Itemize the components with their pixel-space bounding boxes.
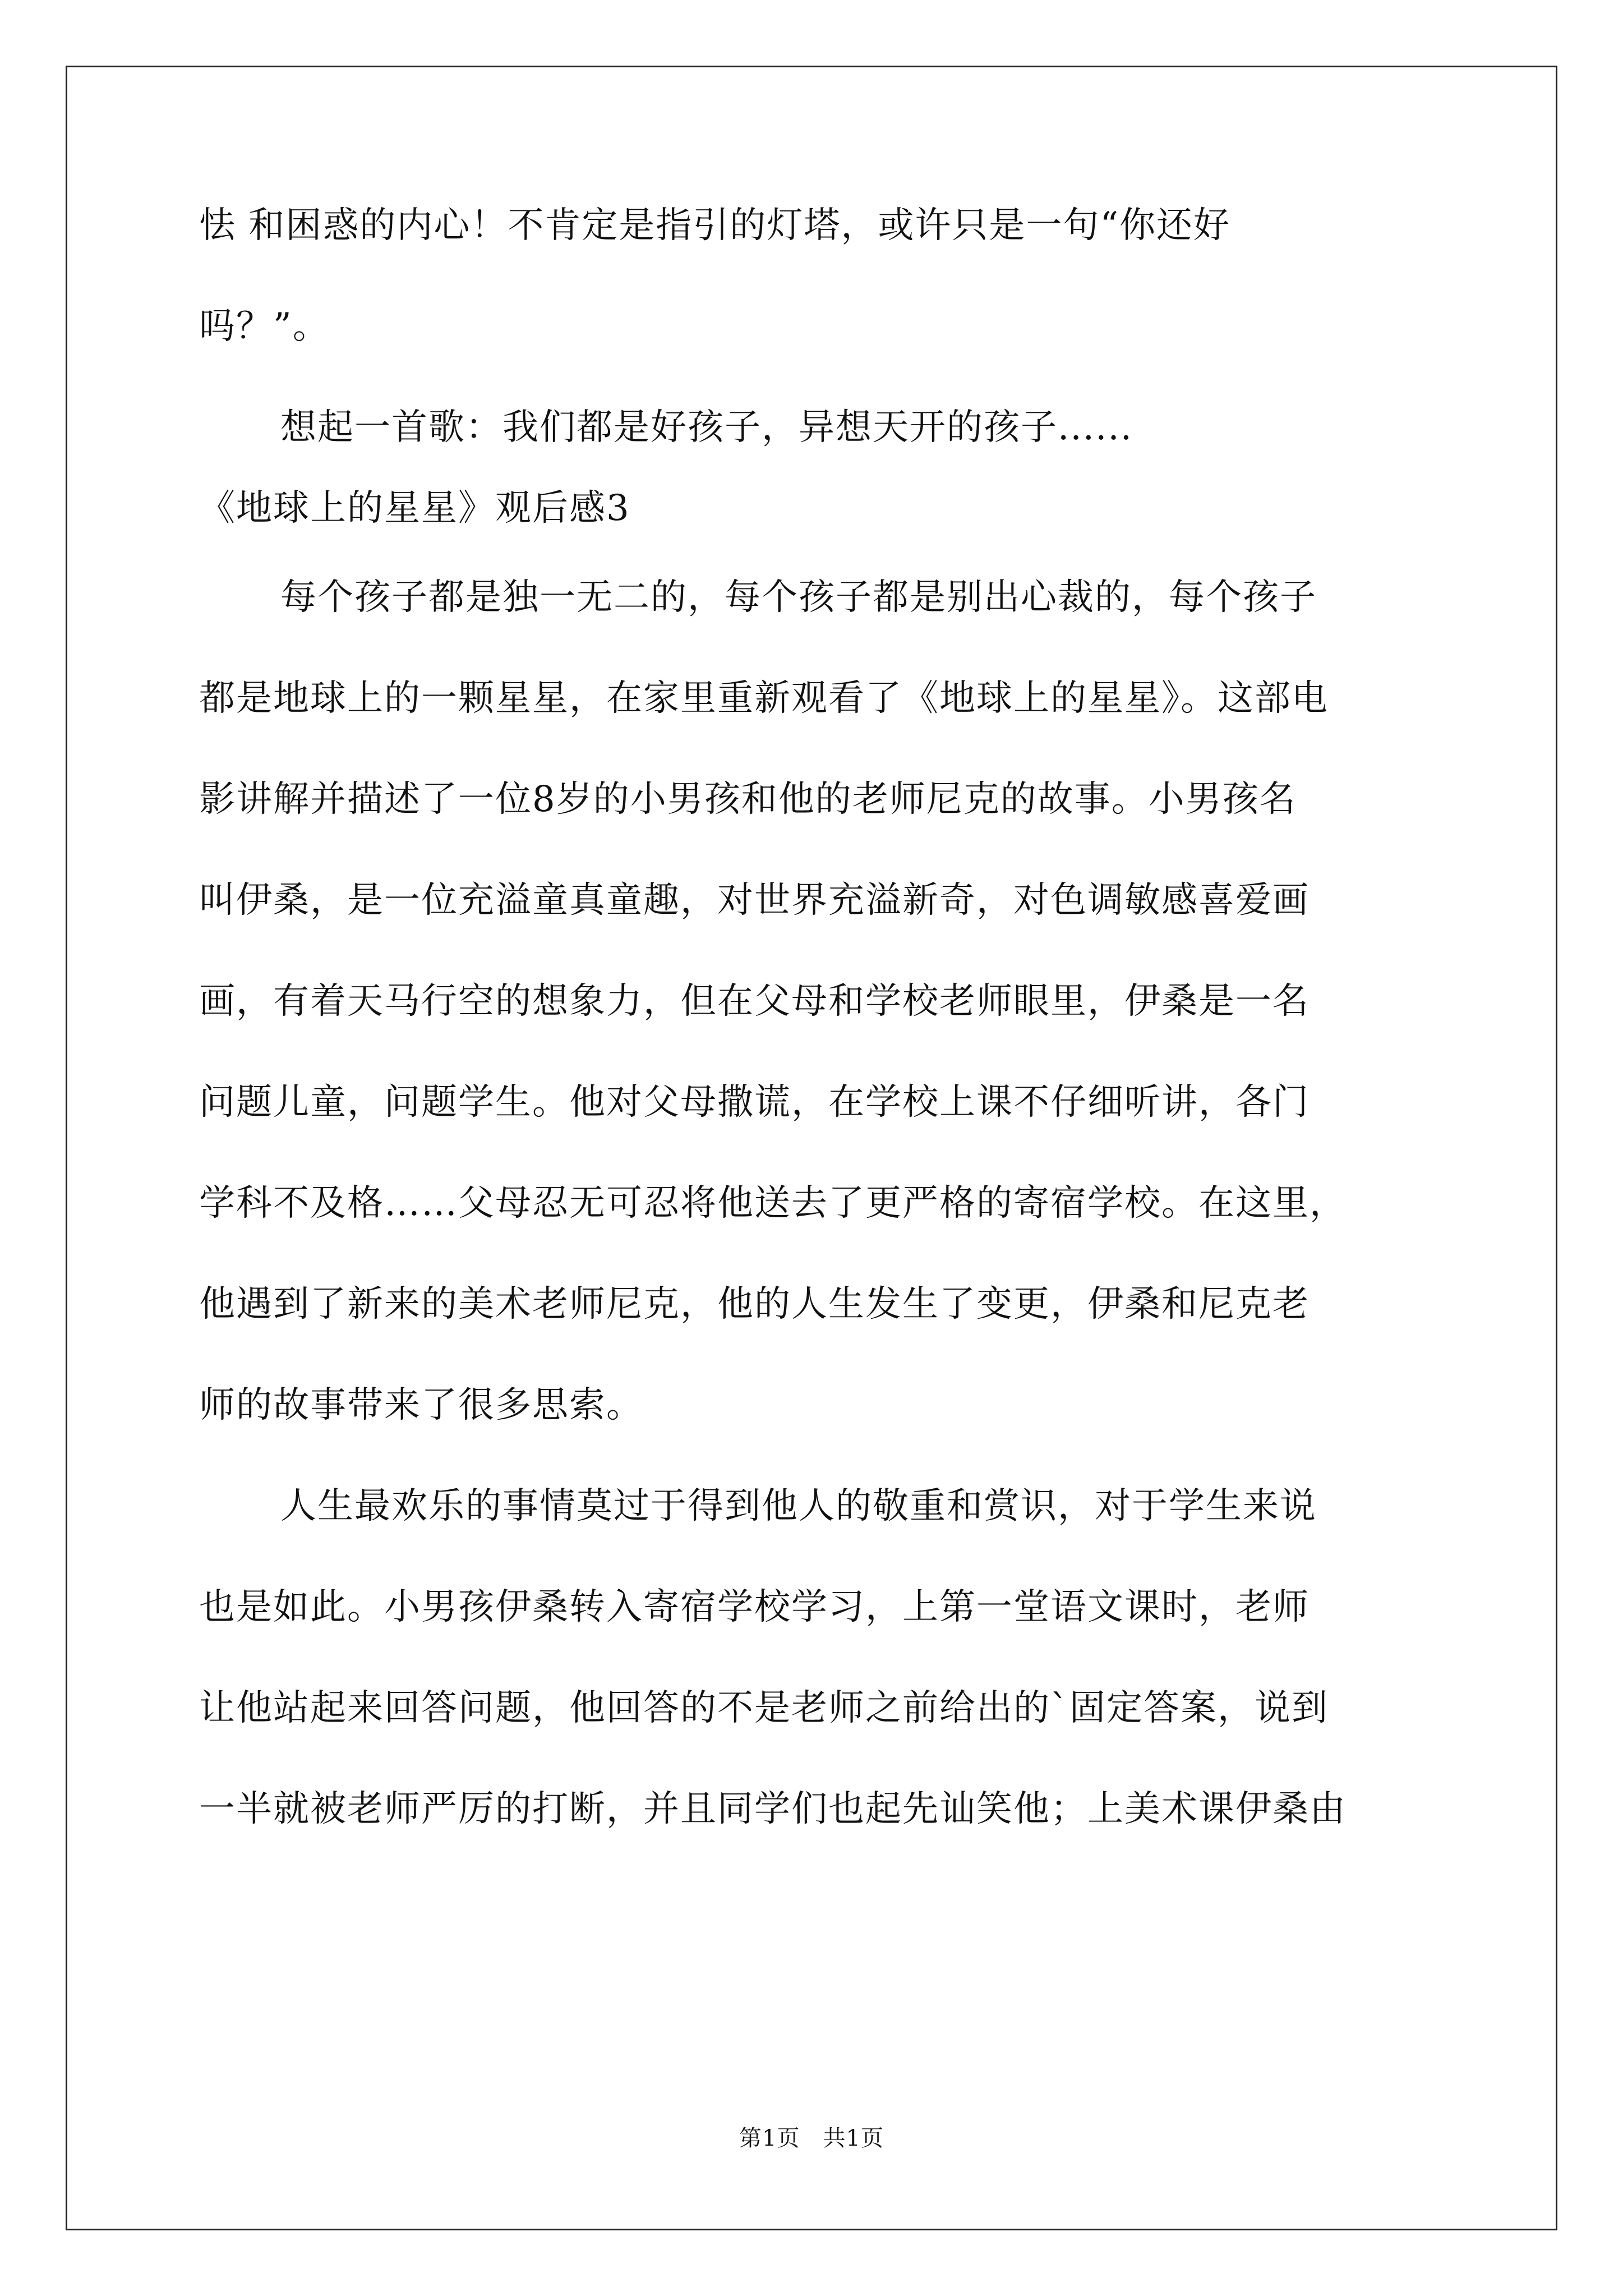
paragraph-line: 都是地球上的一颗星星，在家里重新观看了《地球上的星星》。这部电 bbox=[199, 678, 1329, 719]
section-heading: 《地球上的星星》观后感3 bbox=[199, 487, 630, 529]
document-body bbox=[199, 205, 1433, 1892]
paragraph-line: 也是如此。小男孩伊桑转入寄宿学校学习，上第一堂语文课时，老师 bbox=[199, 1586, 1310, 1628]
paragraph-line: 人生最欢乐的事情莫过于得到他人的敬重和赏识，对于学生来说 bbox=[280, 1485, 1317, 1527]
paragraph-line: 一半就被老师严厉的打断，并且同学们也起先讪笑他；上美术课伊桑由 bbox=[199, 1788, 1347, 1830]
paragraph-line: 让他站起来回答问题，他回答的不是老师之前给出的`固定答案，说到 bbox=[199, 1687, 1329, 1729]
paragraph-line: 画，有着天马行空的想象力，但在父母和学校老师眼里，伊桑是一名 bbox=[199, 981, 1310, 1022]
paragraph-line: 吗？”。 bbox=[199, 306, 330, 347]
paragraph-line: 影讲解并描述了一位8岁的小男孩和他的老师尼克的故事。小男孩名 bbox=[199, 779, 1297, 820]
paragraph-line: 学科不及格……父母忍无可忍将他送去了更严格的寄宿学校。在这里， bbox=[199, 1182, 1347, 1224]
paragraph-line: 问题儿童，问题学生。他对父母撒谎，在学校上课不仔细听讲，各门 bbox=[199, 1082, 1310, 1123]
paragraph-line: 师的故事带来了很多思索。 bbox=[199, 1384, 643, 1426]
page-number-footer: 第1页 共1页 bbox=[739, 2125, 884, 2151]
paragraph-line: 叫伊桑，是一位充溢童真童趣，对世界充溢新奇，对色调敏感喜爱画 bbox=[199, 880, 1310, 921]
paragraph-line: 他遇到了新来的美术老师尼克，他的人生发生了变更，伊桑和尼克老 bbox=[199, 1283, 1310, 1325]
paragraph-line: 每个孩子都是独一无二的，每个孩子都是别出心裁的，每个孩子 bbox=[280, 577, 1317, 618]
paragraph-line: 怯 和困惑的内心！不肯定是指引的灯塔，或许只是一句“你还好 bbox=[199, 205, 1231, 246]
paragraph-line: 想起一首歌：我们都是好孩子，异想天开的孩子...... bbox=[280, 407, 1133, 448]
